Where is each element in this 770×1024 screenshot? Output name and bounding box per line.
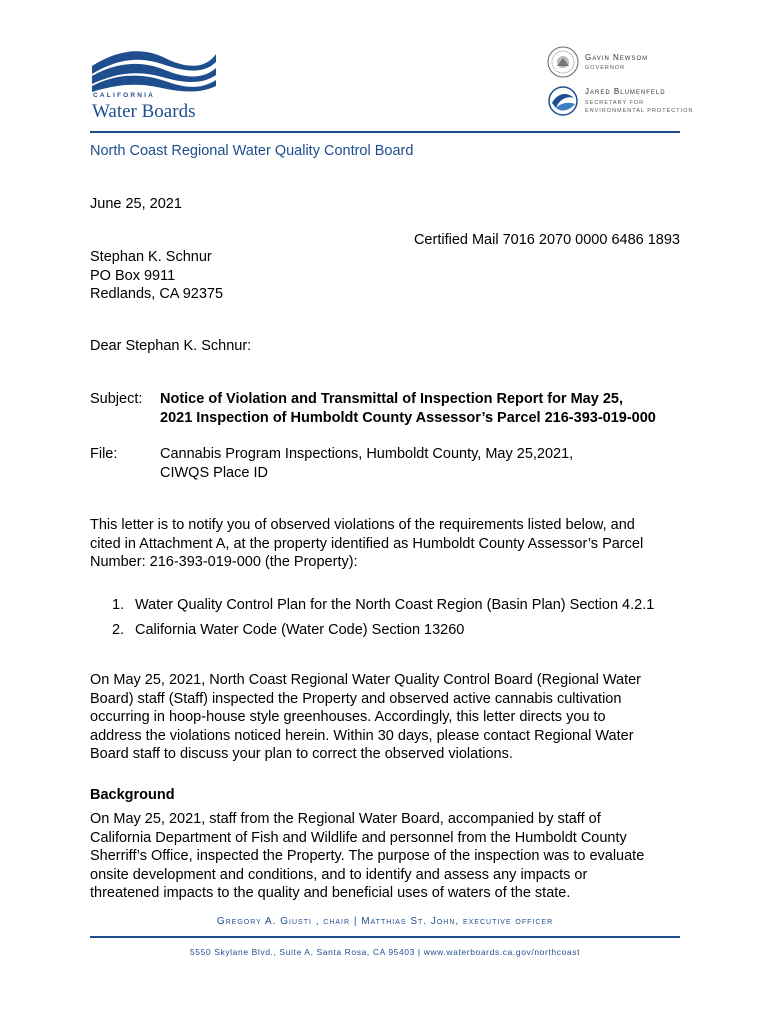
subject-line: 2021 Inspection of Humboldt County Assessor’s Parcel 216-393-019-000 (160, 409, 656, 426)
file-label: File: (90, 446, 118, 462)
address-line: Stephan K. Schnur (90, 249, 212, 265)
logo-california: CALIFORNIA (93, 92, 156, 99)
paragraph-line: Board staff to discuss your plan to correct the observed violations. (90, 746, 513, 762)
footer-officers: Gregory A. Giusti , chair | Matthias St. John, executive officer (216, 916, 554, 927)
header-divider (90, 131, 680, 133)
inspection-paragraph (90, 671, 641, 764)
list-text: California Water Code (Water Code) Section 13260 (135, 622, 465, 638)
logo-water-boards: Water Boards (92, 101, 196, 122)
paragraph-line: On May 25, 2021, North Coast Regional Water Quality Control Board (Regional Water (90, 672, 641, 688)
salutation: Dear Stephan K. Schnur: (90, 338, 252, 354)
subject-line: Notice of Violation and Transmittal of Inspection Report for May 25, (160, 391, 623, 407)
file-text (160, 445, 573, 482)
address-line: PO Box 9911 (90, 267, 176, 284)
calepa-logo-icon (548, 86, 578, 116)
list-item (112, 596, 654, 621)
paragraph-line: address the violations noticed herein. Within 30 days, please contact Regional Water (90, 727, 634, 744)
list-item (112, 621, 654, 640)
footer-address: 5550 Skylane Blvd., Suite A, Santa Rosa, CA 95403 | www.waterboards.ca.gov/northcoast (189, 947, 581, 957)
recipient-address (90, 248, 223, 304)
background-heading: Background (90, 787, 175, 803)
paragraph-line: threatened impacts to the quality and beneficial uses of waters of the state. (90, 885, 571, 901)
paragraph-line: onsite development and conditions, and to identify and assess any impacts or (90, 866, 588, 883)
paragraph-line: Board) staff (Staff) inspected the Property and observed active cannabis cultivation (90, 690, 622, 707)
paragraph-line: cited in Attachment A, at the property identified as Humboldt County Assessor’s Parcel (90, 535, 644, 552)
address-line: Redlands, CA 92375 (90, 286, 224, 302)
paragraph-line: California Department of Fish and Wildlife and personnel from the Humboldt County (90, 829, 627, 846)
list-number: 2. (112, 622, 125, 638)
subject-text (160, 390, 656, 427)
waves-icon (90, 44, 220, 92)
subject-label: Subject: (90, 391, 143, 407)
paragraph-line: On May 25, 2021, staff from the Regional Water Board, accompanied by staff of (90, 811, 601, 827)
board-name: North Coast Regional Water Quality Control Board (90, 143, 414, 159)
file-line: CIWQS Place ID (160, 464, 268, 481)
intro-paragraph (90, 516, 643, 572)
background-paragraph (90, 810, 644, 903)
violations-list (112, 596, 654, 640)
secretary-name: Jared Blumenfeld (585, 87, 666, 96)
governor-name: Gavin Newsom (585, 53, 649, 62)
paragraph-line: Sherriff’s Office, inspected the Property. The purpose of the inspection was to evaluate (90, 848, 645, 864)
letter-date: June 25, 2021 (90, 196, 182, 212)
footer-divider (90, 936, 680, 938)
file-line: Cannabis Program Inspections, Humboldt County, May 25,2021, (160, 446, 574, 462)
certified-mail: Certified Mail 7016 2070 0000 6486 1893 (413, 232, 680, 248)
paragraph-line: occurring in hoop-house style greenhouses. Accordingly, this letter directs you to (90, 709, 606, 725)
list-number: 1. (112, 597, 125, 613)
water-boards-logo (90, 44, 220, 122)
list-text: Water Quality Control Plan for the North Coast Region (Basin Plan) Section 4.2.1 (135, 597, 655, 613)
state-seal-icon (547, 46, 579, 78)
secretary-title-line-2: ENVIRONMENTAL PROTECTION (585, 108, 694, 114)
paragraph-line: Number: 216-393-019-000 (the Property): (90, 554, 358, 570)
paragraph-line: This letter is to notify you of observed violations of the requirements listed below, and (90, 517, 635, 533)
governor-title: GOVERNOR (585, 65, 626, 71)
secretary-title-line-1: SECRETARY FOR (585, 100, 645, 106)
